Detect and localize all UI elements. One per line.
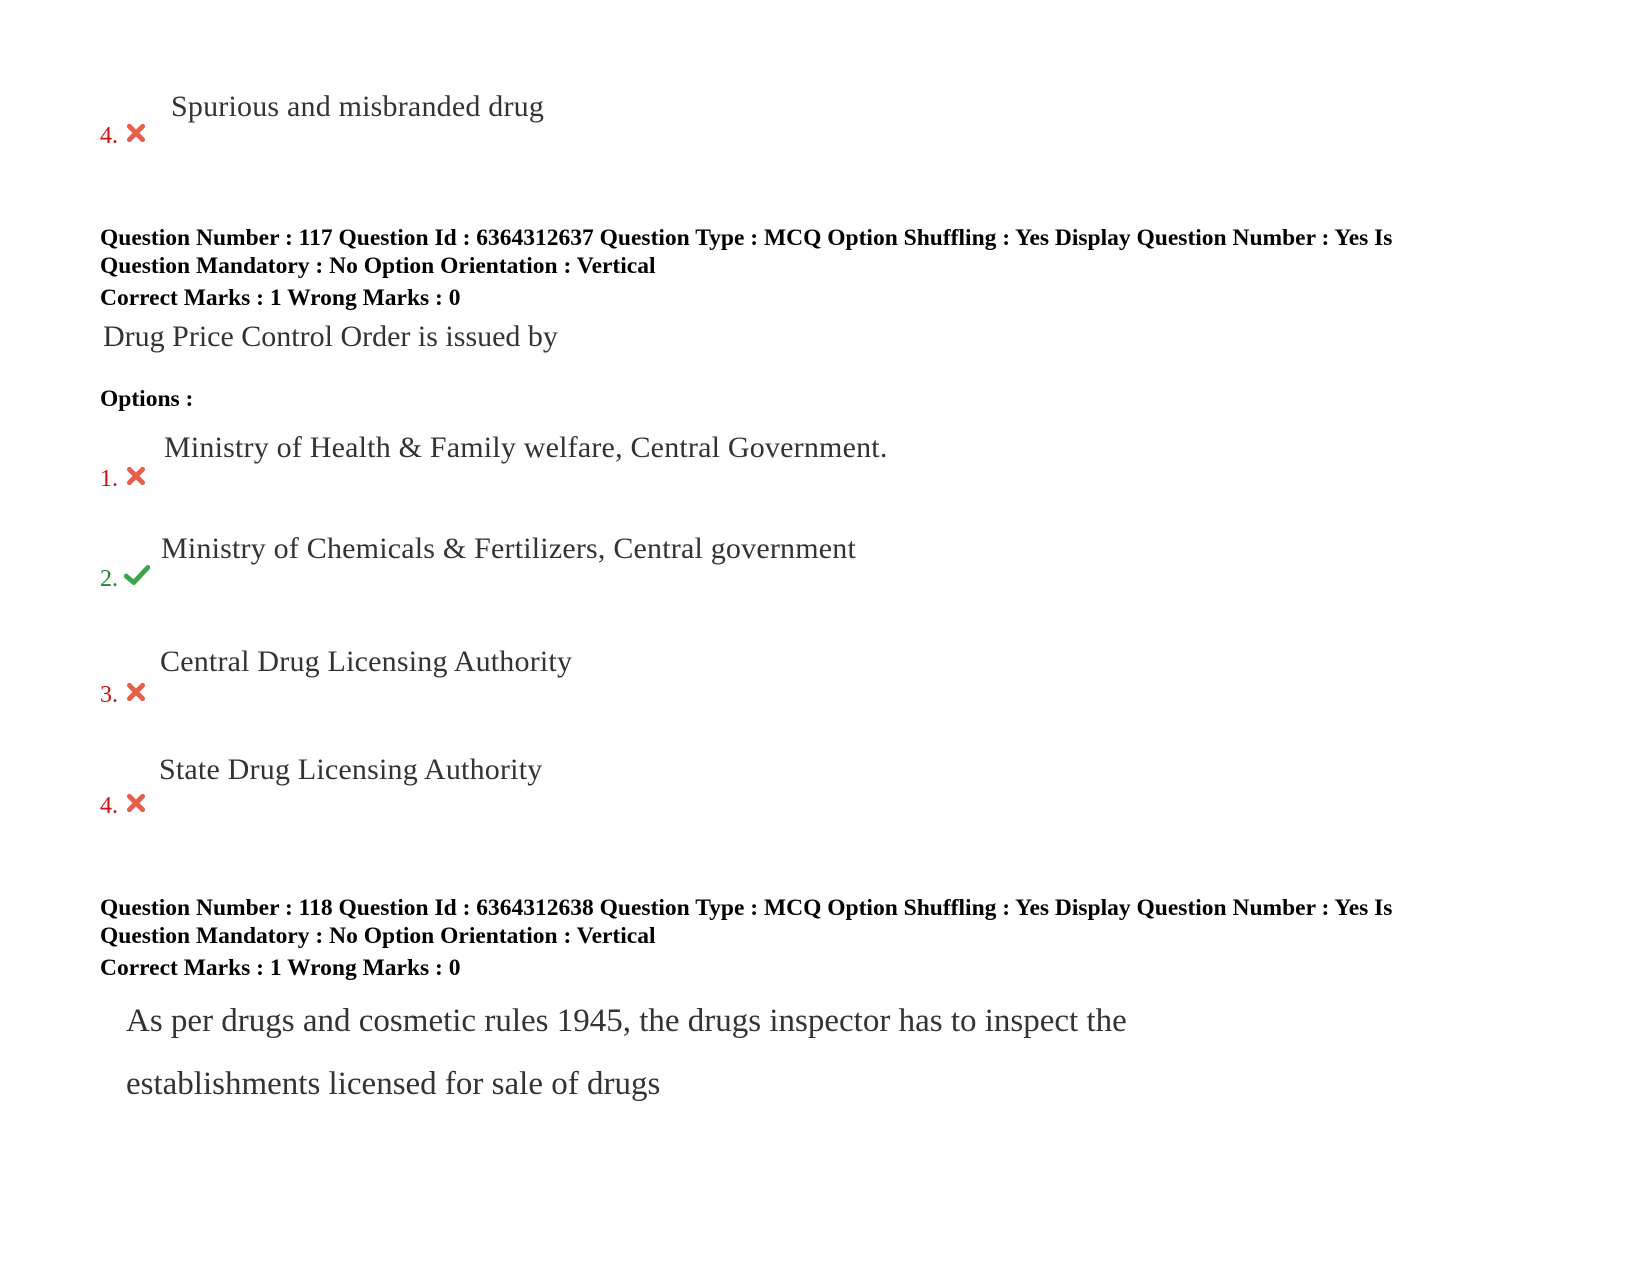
cross-icon xyxy=(125,792,147,814)
cross-icon xyxy=(125,681,147,703)
question-117-meta xyxy=(100,224,1392,280)
options-label: Options : xyxy=(100,386,194,412)
cross-icon xyxy=(125,465,147,487)
option-text: Ministry of Chemicals & Fertilizers, Central government xyxy=(161,532,857,565)
option-text: Central Drug Licensing Authority xyxy=(160,645,573,678)
question-117-marks: Correct Marks : 1 Wrong Marks : 0 xyxy=(100,285,461,311)
meta-line: Question Mandatory : No Option Orientation : Vertical xyxy=(100,253,656,279)
question-118-marks: Correct Marks : 1 Wrong Marks : 0 xyxy=(100,955,461,981)
question-117-stem: Drug Price Control Order is issued by xyxy=(103,320,558,353)
meta-line: Question Mandatory : No Option Orientation : Vertical xyxy=(100,923,656,949)
option-number: 3. xyxy=(100,682,118,708)
option-text: Ministry of Health & Family welfare, Central Government. xyxy=(164,431,888,464)
question-118-stem-line: establishments licensed for sale of drugs xyxy=(126,1066,661,1102)
meta-line: Question Number : 118 Question Id : 6364312638 Question Type : MCQ Option Shuffling : Yes Display Question Number : Yes Is xyxy=(100,895,1393,921)
option-text: State Drug Licensing Authority xyxy=(159,753,543,786)
option-number: 4. xyxy=(100,123,118,149)
option-text: Spurious and misbranded drug xyxy=(171,90,545,123)
cross-icon xyxy=(125,122,147,144)
option-number: 2. xyxy=(100,566,118,592)
meta-line: Question Number : 117 Question Id : 6364312637 Question Type : MCQ Option Shuffling : Yes Display Question Number : Yes Is xyxy=(100,225,1393,251)
check-icon xyxy=(124,564,150,586)
question-118-stem-line: As per drugs and cosmetic rules 1945, the drugs inspector has to inspect the xyxy=(126,1003,1127,1039)
option-number: 1. xyxy=(100,466,118,492)
question-118-meta xyxy=(100,894,1392,950)
option-number: 4. xyxy=(100,793,118,819)
